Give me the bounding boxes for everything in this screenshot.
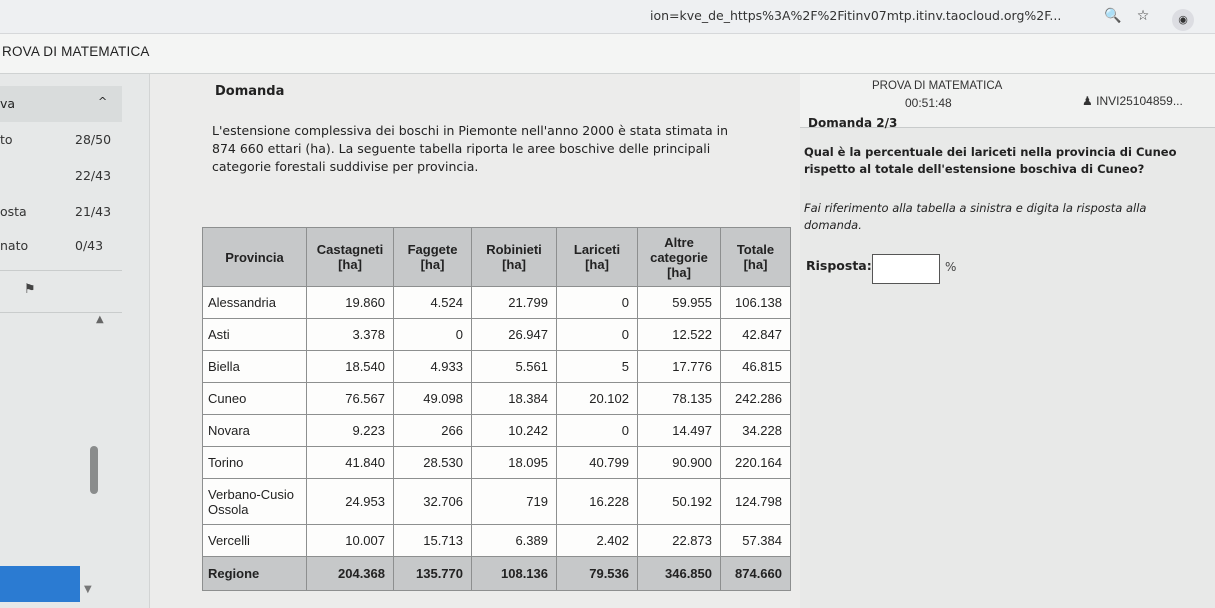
divider [0, 312, 122, 313]
table-cell: 0 [557, 319, 638, 351]
table-cell: 17.776 [638, 351, 721, 383]
table-cell: 266 [394, 415, 472, 447]
chevron-up-icon[interactable]: ^ [98, 95, 108, 108]
table-header-row [203, 228, 791, 287]
table-cell: 5 [557, 351, 638, 383]
table-cell: 10.007 [307, 525, 394, 557]
table-row [203, 415, 791, 447]
profile-icon[interactable]: ◉ [1172, 9, 1194, 31]
table-cell: Asti [203, 319, 307, 351]
table-cell: 18.095 [472, 447, 557, 479]
question-number: Domanda 2/3 [808, 116, 898, 130]
stimulus-title: Domanda [215, 84, 285, 99]
column-header: Totale [ha] [721, 228, 791, 287]
table-cell: 78.135 [638, 383, 721, 415]
table-cell: 90.900 [638, 447, 721, 479]
stimulus-line: categorie forestali suddivise per provincia. [212, 159, 479, 174]
table-cell: 6.389 [472, 525, 557, 557]
table-cell: 346.850 [638, 557, 721, 591]
table-cell: 20.102 [557, 383, 638, 415]
table-cell: 2.402 [557, 525, 638, 557]
exam-header [800, 74, 1215, 128]
sidebar-item-count: 22/43 [75, 168, 112, 183]
table-cell: 79.536 [557, 557, 638, 591]
scroll-up-arrow-icon[interactable]: ▲ [96, 314, 104, 325]
table-cell: 106.138 [721, 287, 791, 319]
question-stimulus-panel [150, 74, 800, 608]
table-cell: 0 [557, 415, 638, 447]
divider [0, 270, 122, 271]
table-cell: 21.799 [472, 287, 557, 319]
question-prompt: Qual è la percentuale dei lariceti nella provincia di Cuneo rispetto al totale dell'estensione boschiva di Cuneo? [804, 145, 1177, 176]
table-cell: 0 [557, 287, 638, 319]
table-cell: 10.242 [472, 415, 557, 447]
table-cell: 204.368 [307, 557, 394, 591]
table-row [203, 287, 791, 319]
table-cell: 49.098 [394, 383, 472, 415]
timer: 00:51:48 [905, 96, 952, 110]
sidebar-section-label: va [0, 96, 16, 111]
column-header: Robinieti [ha] [472, 228, 557, 287]
column-header: Altre categorie [ha] [638, 228, 721, 287]
table-row [203, 479, 791, 525]
table-cell: 16.228 [557, 479, 638, 525]
table-cell: 242.286 [721, 383, 791, 415]
forest-area-table [202, 227, 791, 591]
sidebar-item-count: 21/43 [75, 204, 112, 219]
table-cell: 3.378 [307, 319, 394, 351]
table-cell: 135.770 [394, 557, 472, 591]
table-cell: 22.873 [638, 525, 721, 557]
table-cell: 108.136 [472, 557, 557, 591]
answer-input[interactable] [872, 254, 940, 284]
table-cell: 9.223 [307, 415, 394, 447]
stimulus-text [212, 122, 772, 176]
table-cell: Regione [203, 557, 307, 591]
flag-icon[interactable]: ⚑ [24, 282, 36, 297]
app-header [0, 34, 1215, 74]
user-icon: ♟ [1082, 94, 1093, 108]
column-header: Castagneti [ha] [307, 228, 394, 287]
address-bar[interactable]: ion=kve_de_https%3A%2F%2Fitinv07mtp.itinv.taocloud.org%2F... [650, 8, 1062, 23]
table-cell: 26.947 [472, 319, 557, 351]
table-cell: 14.497 [638, 415, 721, 447]
table-cell: 4.524 [394, 287, 472, 319]
sidebar-item-label: nato [0, 238, 29, 253]
sidebar-item-count: 28/50 [75, 132, 112, 147]
column-header: Lariceti [ha] [557, 228, 638, 287]
percent-unit: % [945, 260, 957, 274]
table-cell: 719 [472, 479, 557, 525]
table-cell: Verbano-Cusio Ossola [203, 479, 307, 525]
sidebar-item-label: to [0, 132, 13, 147]
table-cell: 41.840 [307, 447, 394, 479]
table-cell: 32.706 [394, 479, 472, 525]
table-cell: 24.953 [307, 479, 394, 525]
table-cell: 18.384 [472, 383, 557, 415]
column-header: Faggete [ha] [394, 228, 472, 287]
table-cell: 40.799 [557, 447, 638, 479]
table-cell: 4.933 [394, 351, 472, 383]
table-row [203, 525, 791, 557]
scrollbar-thumb[interactable] [90, 446, 98, 494]
table-row [203, 447, 791, 479]
table-cell: Alessandria [203, 287, 307, 319]
table-cell: 76.567 [307, 383, 394, 415]
sidebar-item-label: osta [0, 204, 27, 219]
table-cell: 57.384 [721, 525, 791, 557]
table-cell: 50.192 [638, 479, 721, 525]
table-cell: 42.847 [721, 319, 791, 351]
answer-label: Risposta: [806, 258, 872, 273]
sidebar [0, 74, 150, 608]
table-cell: Novara [203, 415, 307, 447]
table-cell: 124.798 [721, 479, 791, 525]
stimulus-line: 874 660 ettari (ha). La seguente tabella riporta le aree boschive delle principali [212, 141, 711, 156]
table-cell: 46.815 [721, 351, 791, 383]
table-cell: Biella [203, 351, 307, 383]
zoom-icon[interactable]: 🔍 [1104, 8, 1122, 24]
table-cell: 34.228 [721, 415, 791, 447]
bookmark-star-icon[interactable]: ☆ [1136, 8, 1150, 24]
table-row [203, 383, 791, 415]
question-hint: Fai riferimento alla tabella a sinistra e digita la risposta alla domanda. [804, 201, 1147, 232]
table-cell: Torino [203, 447, 307, 479]
stimulus-line: L'estensione complessiva dei boschi in Piemonte nell'anno 2000 è stata stimata in [212, 123, 729, 138]
navigation-button[interactable] [0, 566, 80, 602]
browser-toolbar [0, 0, 1215, 34]
user-id [1082, 94, 1183, 108]
table-cell: 0 [394, 319, 472, 351]
table-cell: 5.561 [472, 351, 557, 383]
table-row [203, 319, 791, 351]
answer-panel [800, 74, 1215, 608]
table-cell: 59.955 [638, 287, 721, 319]
table-cell: 12.522 [638, 319, 721, 351]
table-total-row [203, 557, 791, 591]
table-cell: 18.540 [307, 351, 394, 383]
exam-title: PROVA DI MATEMATICA [872, 80, 1003, 92]
table-cell: Cuneo [203, 383, 307, 415]
sidebar-item-count: 0/43 [75, 238, 104, 253]
table-row [203, 351, 791, 383]
table-cell: 15.713 [394, 525, 472, 557]
sidebar-section-header[interactable] [0, 86, 122, 122]
scroll-down-arrow-icon[interactable]: ▼ [84, 584, 92, 595]
column-header: Provincia [203, 228, 307, 287]
table-cell: 220.164 [721, 447, 791, 479]
table-cell: 874.660 [721, 557, 791, 591]
app-title: ROVA DI MATEMATICA [2, 44, 150, 59]
table-cell: 28.530 [394, 447, 472, 479]
table-cell: 19.860 [307, 287, 394, 319]
user-id-text: INVI25104859... [1096, 94, 1183, 108]
table-cell: Vercelli [203, 525, 307, 557]
